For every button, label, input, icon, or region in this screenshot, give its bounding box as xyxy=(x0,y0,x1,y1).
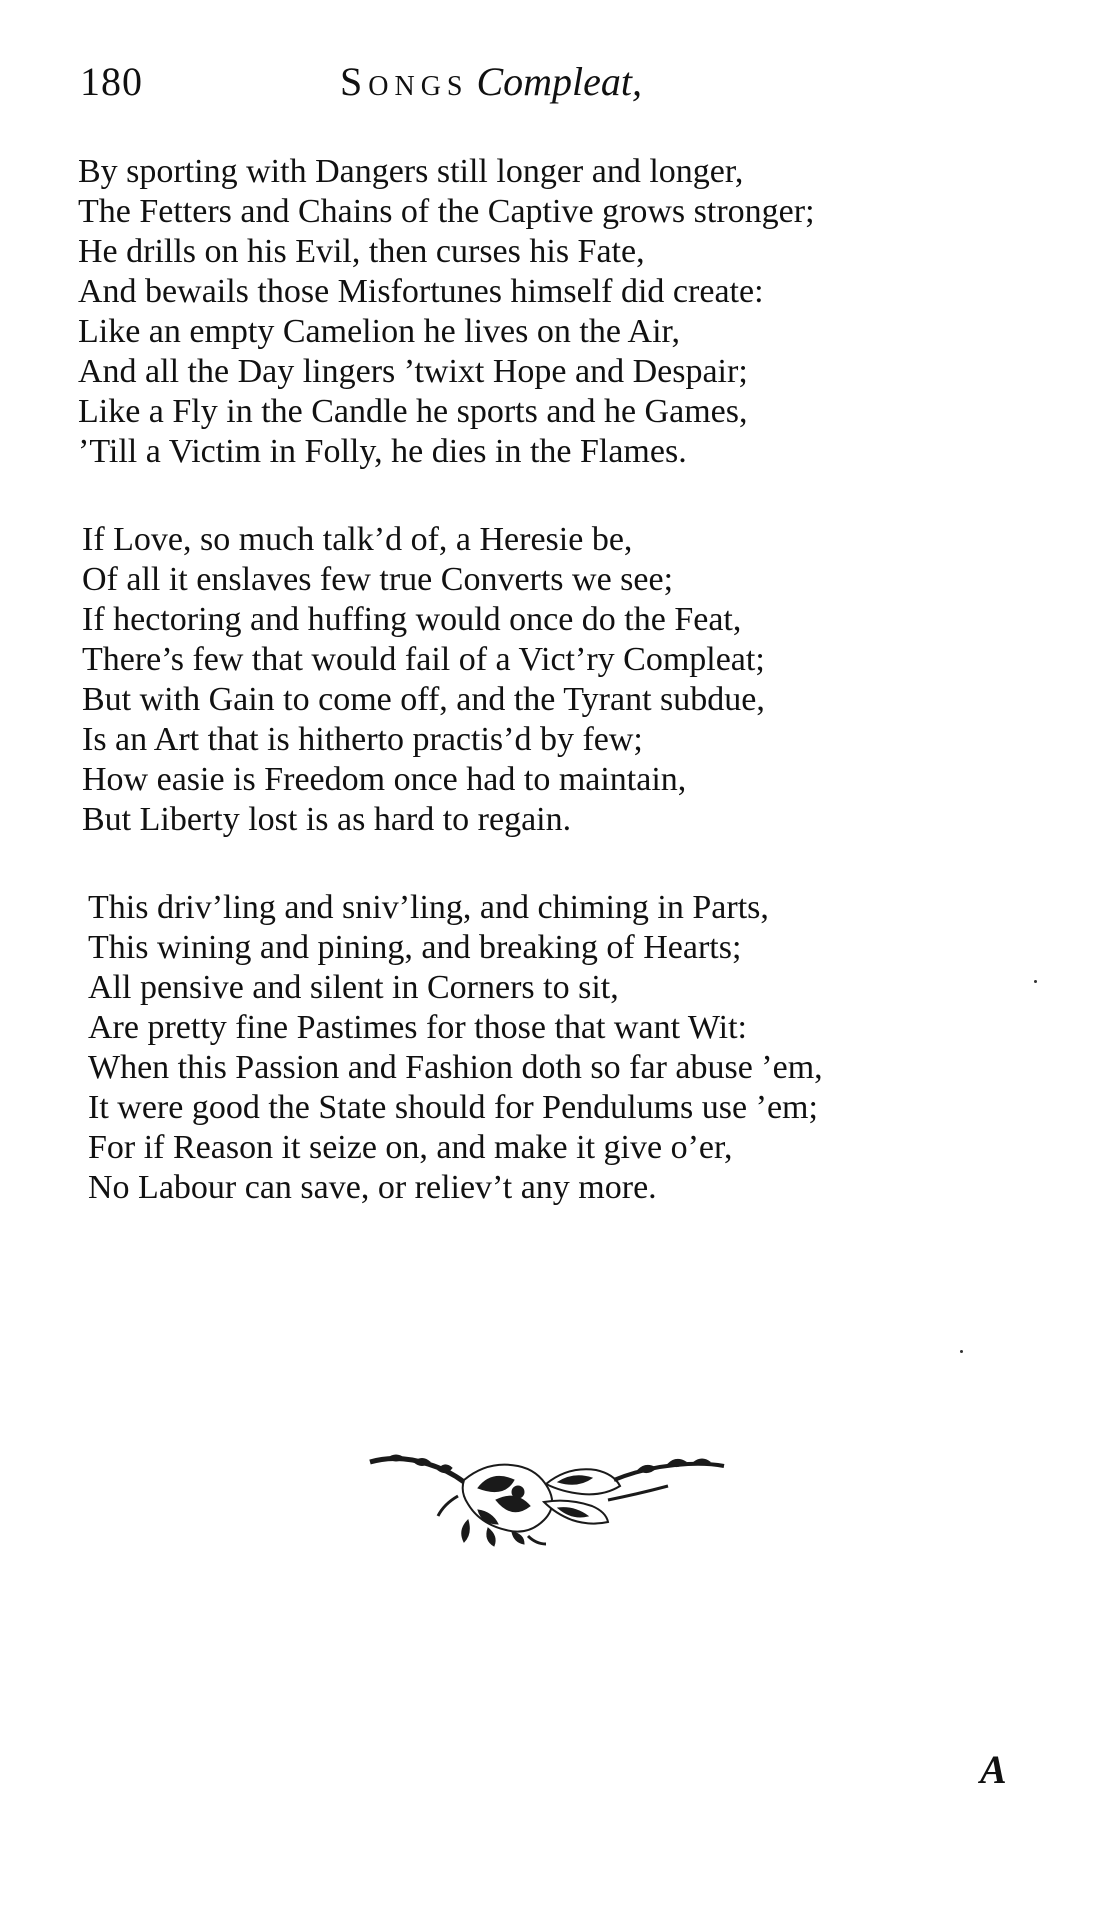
ink-speck xyxy=(1034,980,1037,983)
running-title-smallcaps: Songs xyxy=(340,59,469,104)
verse-line: Are pretty fine Pastimes for those that want Wit: xyxy=(88,1009,747,1046)
verse-line: It were good the State should for Pendulums use ’em; xyxy=(88,1089,818,1126)
running-header xyxy=(80,58,980,118)
verse-line: By sporting with Dangers still longer and longer, xyxy=(78,153,744,190)
verse-line: Of all it enslaves few true Converts we see; xyxy=(82,561,674,598)
verse-line: Like an empty Camelion he lives on the Air, xyxy=(78,313,681,350)
verse-line: This wining and pining, and breaking of Hearts; xyxy=(88,929,742,966)
verse-line: All pensive and silent in Corners to sit, xyxy=(88,969,619,1006)
verse-line: And bewails those Misfortunes himself did create: xyxy=(78,273,764,310)
ink-speck xyxy=(960,1350,963,1353)
page-number: 180 xyxy=(80,59,143,104)
verse-line: But with Gain to come off, and the Tyrant subdue, xyxy=(82,681,765,718)
verse-line: And all the Day lingers ’twixt Hope and Despair; xyxy=(78,353,748,390)
verse-line: This driv’ling and sniv’ling, and chiming in Parts, xyxy=(88,889,769,926)
verse-line: Like a Fly in the Candle he sports and he Games, xyxy=(78,393,748,430)
stanza-1 xyxy=(78,152,1028,472)
floral-vignette-icon xyxy=(368,1440,728,1550)
verse-line: When this Passion and Fashion doth so far abuse ’em, xyxy=(88,1049,823,1086)
verse-line: He drills on his Evil, then curses his Fate, xyxy=(78,233,645,270)
verse-line: ’Till a Victim in Folly, he dies in the Flames. xyxy=(78,433,687,470)
signature-mark: A xyxy=(980,1747,1007,1792)
verse-line: No Labour can save, or reliev’t any more. xyxy=(88,1169,657,1206)
running-title-italic: Compleat, xyxy=(476,59,643,104)
stanza-2 xyxy=(82,520,1032,840)
verse-line: How easie is Freedom once had to maintain, xyxy=(82,761,687,798)
verse-line: For if Reason it seize on, and make it give o’er, xyxy=(88,1129,733,1166)
stanza-3 xyxy=(88,888,1038,1208)
verse-line: If Love, so much talk’d of, a Heresie be, xyxy=(82,521,633,558)
verse-line: But Liberty lost is as hard to regain. xyxy=(82,801,572,838)
verse-line: Is an Art that is hitherto practis’d by few; xyxy=(82,721,643,758)
tailpiece-ornament xyxy=(368,1440,728,1550)
verse-line: There’s few that would fail of a Vict’ry Compleat; xyxy=(82,641,765,678)
verse-line: If hectoring and huffing would once do the Feat, xyxy=(82,601,742,638)
verse-line: The Fetters and Chains of the Captive grows stronger; xyxy=(78,193,815,230)
running-title xyxy=(340,58,642,105)
